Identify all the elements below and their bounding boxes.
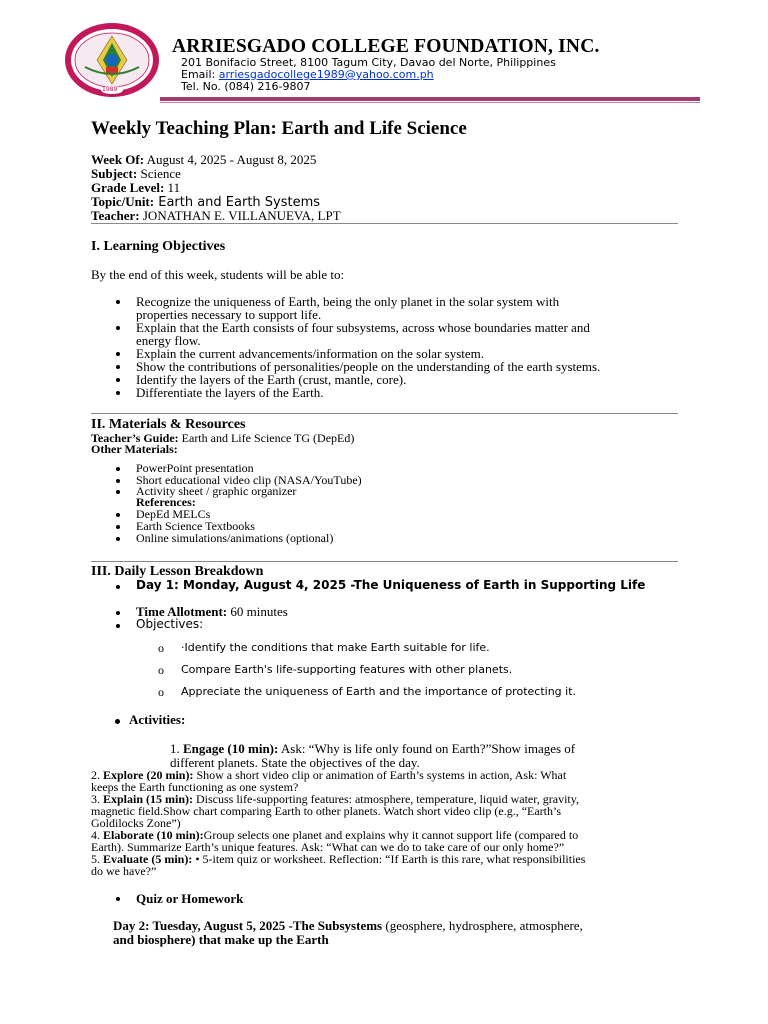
reference-item: DepEd MELCs	[136, 507, 211, 521]
explain-line-continued: Goldilocks Zone”)	[91, 816, 181, 830]
explain-line-continued: magnetic field.Show chart comparing Earth to other planets. Watch short video clip (e.g., “Earth’s	[91, 804, 562, 818]
engage-text: Ask: “Why is life only found on Earth?”Show images of	[278, 741, 576, 756]
material-item: Activity sheet / graphic organizer	[136, 484, 297, 498]
bullet-dot	[116, 300, 120, 304]
engage-label: Engage (10 min):	[183, 741, 279, 756]
objective-item: Show the contributions of personalities/people on the understanding of the earth systems.	[136, 359, 601, 374]
bullet-dot	[116, 624, 120, 628]
quiz-homework-label: Quiz or Homework	[136, 891, 244, 906]
bullet-dot	[116, 513, 120, 517]
other-materials-label: Other Materials:	[91, 442, 178, 456]
header-divider-thin	[160, 102, 700, 103]
week-of-line	[91, 153, 316, 167]
objective-item: Recognize the uniqueness of Earth, being the only planet in the solar system with	[136, 294, 560, 309]
organization-telephone: Tel. No. (084) 216-9807	[181, 80, 311, 93]
day2-title: Day 2: Tuesday, August 5, 2025 -The Subsystems	[113, 918, 383, 933]
section-divider	[91, 223, 678, 224]
sub-bullet-o: o	[158, 663, 164, 677]
week-value: August 4, 2025 - August 8, 2025	[144, 152, 317, 167]
explore-line-continued: keeps the Earth functioning as one system?	[91, 780, 299, 794]
teacher-value: JONATHAN E. VILLANUEVA, LPT	[139, 208, 341, 223]
evaluate-number: 5.	[91, 852, 103, 866]
section-divider	[91, 561, 678, 562]
explain-label: Explain (15 min):	[103, 792, 194, 806]
objectives-intro: By the end of this week, students will be able to:	[91, 267, 345, 282]
evaluate-line	[91, 853, 585, 866]
bullet-dot	[116, 525, 120, 529]
explain-number: 3.	[91, 792, 103, 806]
evaluate-label: Evaluate (5 min):	[103, 852, 193, 866]
week-label: Week Of:	[91, 152, 145, 167]
topic-label: Topic/Unit:	[91, 194, 155, 209]
explore-label: Explore (20 min):	[103, 768, 194, 782]
bullet-dot	[116, 352, 120, 356]
explore-text: Show a short video clip or animation of Earth’s systems in action, Ask: What	[193, 768, 567, 782]
grade-line	[91, 181, 180, 195]
reference-item: Earth Science Textbooks	[136, 519, 255, 533]
day1-objective: Appreciate the uniqueness of Earth and the importance of protecting it.	[181, 685, 577, 698]
explore-number: 2.	[91, 768, 103, 782]
bullet-dot	[116, 897, 120, 901]
sub-bullet-o: o	[158, 641, 164, 655]
teachers-guide-value: Earth and Life Science TG (DepEd)	[178, 431, 355, 445]
material-item: Short educational video clip (NASA/YouTube)	[136, 473, 362, 487]
teacher-label: Teacher:	[91, 208, 140, 223]
grade-label: Grade Level:	[91, 180, 165, 195]
bullet-dot	[116, 365, 120, 369]
subject-label: Subject:	[91, 166, 138, 181]
grade-value: 11	[164, 180, 181, 195]
bullet-dot	[116, 326, 120, 330]
references-label: References:	[136, 495, 196, 509]
evaluate-text: • 5-item quiz or worksheet. Reflection: “If Earth is this rare, what responsibilities	[192, 852, 586, 866]
time-allotment-label: Time Allotment:	[136, 604, 228, 619]
teachers-guide-label: Teacher’s Guide:	[91, 431, 179, 445]
day2-subsystems-bold: and biosphere)	[113, 932, 196, 947]
day1-objective: ·Identify the conditions that make Earth suitable for life.	[181, 641, 490, 654]
seal-year: 1989	[102, 86, 118, 93]
time-allotment-value: 60 minutes	[227, 604, 288, 619]
bullet-dot	[115, 719, 120, 724]
objective-item: Differentiate the layers of the Earth.	[136, 385, 324, 400]
teacher-line	[91, 209, 341, 223]
section-divider	[91, 413, 678, 414]
objective-item: Explain the current advancements/information on the solar system.	[136, 346, 485, 361]
header-divider	[160, 97, 700, 101]
day1-heading: Day 1: Monday, August 4, 2025 -The Uniqueness of Earth in Supporting Life	[136, 578, 646, 592]
elaborate-number: 4.	[91, 828, 103, 842]
bullet-dot	[116, 378, 120, 382]
day1-objective: Compare Earth's life-supporting features with other planets.	[181, 663, 513, 676]
email-label: Email:	[181, 68, 219, 81]
topic-value: Earth and Earth Systems	[154, 195, 321, 210]
engage-line	[170, 742, 575, 755]
bullet-dot	[116, 611, 120, 615]
reference-item: Online simulations/animations (optional)	[136, 531, 334, 545]
bullet-dot	[116, 585, 120, 589]
elaborate-label: Elaborate (10 min):	[103, 828, 204, 842]
bullet-dot	[116, 537, 120, 541]
evaluate-line-continued: do we have?”	[91, 864, 157, 878]
bullet-dot	[116, 479, 120, 483]
elaborate-text: Group selects one planet and explains why it cannot support life (compared to	[203, 828, 579, 842]
bullet-dot	[116, 490, 120, 494]
material-item: PowerPoint presentation	[136, 461, 254, 475]
activities-label: Activities:	[129, 712, 186, 727]
daily-breakdown-heading: III. Daily Lesson Breakdown	[91, 564, 264, 579]
objective-item-continued: properties necessary to support life.	[136, 307, 322, 322]
materials-heading: II. Materials & Resources	[91, 417, 246, 432]
day2-title-end: that make up the Earth	[195, 932, 329, 947]
engage-number: 1.	[170, 741, 183, 756]
objectives-label: Objectives:	[136, 617, 204, 631]
subject-line	[91, 167, 181, 181]
email-link[interactable]: arriesgadocollege1989@yahoo.com.ph	[218, 68, 434, 81]
day2-heading-continued	[113, 933, 329, 946]
explain-text: Discuss life-supporting features: atmosphere, temperature, liquid water, gravity,	[193, 792, 579, 806]
objective-item: Identify the layers of the Earth (crust, mantle, core).	[136, 372, 407, 387]
organization-address: 201 Bonifacio Street, 8100 Tagum City, Davao del Norte, Philippines	[181, 56, 556, 69]
day2-heading	[113, 919, 583, 932]
elaborate-line-continued: Earth). Summarize Earth’s unique features. Ask: “What can we do to take care of our only home?”	[91, 840, 565, 854]
day2-subsystems: (geosphere, hydrosphere, atmosphere,	[382, 918, 583, 933]
subject-value: Science	[137, 166, 181, 181]
objective-item: Explain that the Earth consists of four subsystems, across whose boundaries matter and	[136, 320, 590, 335]
document-title: Weekly Teaching Plan: Earth and Life Science	[91, 118, 467, 139]
bullet-dot	[116, 391, 120, 395]
objective-item-continued: energy flow.	[136, 333, 201, 348]
organization-name: ARRIESGADO COLLEGE FOUNDATION, INC.	[172, 36, 600, 57]
bullet-dot	[116, 467, 120, 471]
objectives-heading: I. Learning Objectives	[91, 239, 226, 254]
sub-bullet-o: o	[158, 685, 164, 699]
engage-line-continued: different planets. State the objectives of the day.	[170, 755, 420, 770]
